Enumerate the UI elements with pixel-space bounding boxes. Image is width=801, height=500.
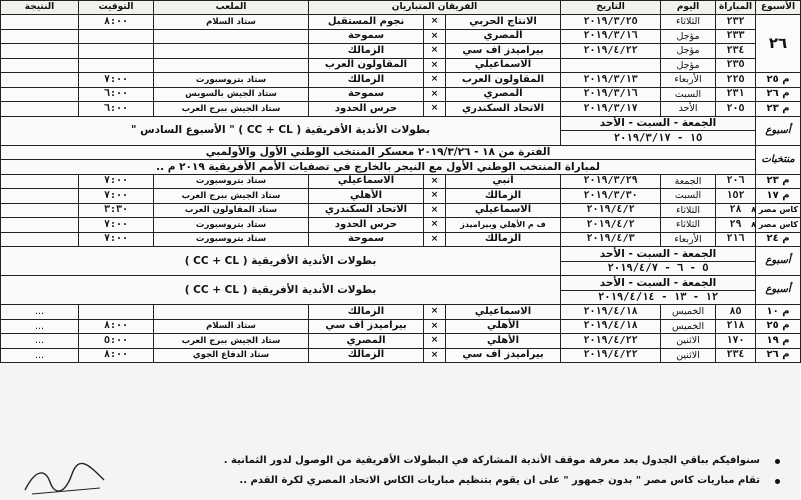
match-day: الاثنين (661, 348, 716, 363)
break-event: بطولات الأندية الأفريقية ( CC + CL ) (1, 276, 561, 305)
break-side-label: أسبوع (756, 116, 801, 145)
break-side-label: أسبوع (756, 247, 801, 276)
match-day: مؤجل (661, 58, 716, 73)
national-team-row (1, 160, 801, 175)
stadium: ستاد السلام (154, 319, 309, 334)
match-date: ٢٠١٩/٤/٢٢ (561, 334, 661, 349)
match-day: الخميس (661, 305, 716, 320)
kickoff-time: ٨:٠٠ (79, 319, 154, 334)
match-date: ٢٠١٩/٣/٢٥ (561, 15, 661, 30)
table-row (1, 102, 801, 117)
versus-mark: × (424, 174, 446, 189)
match-day: الاثنين (661, 334, 716, 349)
versus-mark: × (424, 305, 446, 320)
match-day: الأربعاء (661, 232, 716, 247)
table-row (1, 87, 801, 102)
versus-mark: × (424, 15, 446, 30)
national-team-line-2: لمباراة المنتخب الوطني الأول مع النيجر بالخارج في تصفيات الأمم الأفريقية ٢٠١٩ م .. (1, 160, 756, 175)
match-day: السبت (661, 189, 716, 204)
week-label: م ١٠ (756, 305, 801, 320)
result: ... (1, 334, 79, 349)
versus-mark: × (424, 29, 446, 44)
match-number: ٢١٨ (716, 319, 756, 334)
stadium (154, 44, 309, 59)
match-number: ١٥٢ (716, 189, 756, 204)
kickoff-time: ٧:٠٠ (79, 174, 154, 189)
home-team: المصري (446, 87, 561, 102)
break-side-label: منتخبات (756, 145, 801, 174)
match-number: ٢٣٣ (716, 29, 756, 44)
match-day: الجمعة (661, 174, 716, 189)
away-team: الزمالك (309, 44, 424, 59)
home-team: الأهلي (446, 334, 561, 349)
versus-mark: × (424, 203, 446, 218)
table-row (1, 348, 801, 363)
header-row (1, 1, 801, 15)
stadium: ستاد السلام (154, 15, 309, 30)
break-dates: ١٢ - ١٣ - ٢٠١٩/٤/١٤ (561, 290, 756, 305)
versus-mark: × (424, 232, 446, 247)
week-label: م ٢٣ (756, 102, 801, 117)
kickoff-time: ٧:٠٠ (79, 218, 154, 233)
match-date: ٢٠١٩/٤/٢ (561, 203, 661, 218)
kickoff-time (79, 44, 154, 59)
match-number: ٢٢٥ (716, 73, 756, 88)
bullet-icon (775, 459, 780, 464)
away-team: سموحة (309, 87, 424, 102)
versus-mark: × (424, 348, 446, 363)
result (1, 102, 79, 117)
match-date: ٢٠١٩/٣/١٣ (561, 73, 661, 88)
match-date: ٢٠١٩/٤/١٨ (561, 319, 661, 334)
match-day: السبت (661, 87, 716, 102)
kickoff-time: ٥:٠٠ (79, 334, 154, 349)
break-event: بطولات الأندية الأفريقية ( CC + CL ) " الأسبوع السادس " (1, 116, 561, 145)
versus-mark: × (424, 189, 446, 204)
stadium: ستاد بتروسبورت (154, 174, 309, 189)
home-team: الاسماعيلي (446, 305, 561, 320)
home-team: الاتحاد السكندري (446, 102, 561, 117)
match-day: مؤجل (661, 44, 716, 59)
match-number: ٢١٦ (716, 232, 756, 247)
away-team: المصري (309, 334, 424, 349)
match-date: ٢٠١٩/٤/٢ (561, 218, 661, 233)
week-label: م ٢٦ (756, 348, 801, 363)
away-team: سموحة (309, 232, 424, 247)
stadium: ستاد الجيش ببرج العرب (154, 334, 309, 349)
result (1, 73, 79, 88)
header-week: الأسبوع (756, 1, 801, 15)
result (1, 174, 79, 189)
table-row (1, 319, 801, 334)
away-team: المقاولون العرب (309, 58, 424, 73)
week-label: م ٢٤ (756, 232, 801, 247)
header-teams: الفريقان المتباريان (309, 1, 561, 15)
national-team-row (1, 145, 801, 160)
break-days: الجمعة - السبت - الأحد (561, 276, 756, 291)
stadium: ستاد بتروسبورت (154, 73, 309, 88)
match-day: الخميس (661, 319, 716, 334)
result (1, 15, 79, 30)
result: ... (1, 348, 79, 363)
home-team: الاسماعيلي (446, 203, 561, 218)
kickoff-time (79, 29, 154, 44)
week-label: م ١٧ (756, 189, 801, 204)
result (1, 189, 79, 204)
home-team: المصري (446, 29, 561, 44)
match-day: الأحد (661, 102, 716, 117)
away-team: سموحة (309, 29, 424, 44)
break-row (1, 276, 801, 291)
table-row (1, 189, 801, 204)
week-label: م ٢٦ (756, 87, 801, 102)
stadium: ستاد الجيش ببرج العرب (154, 189, 309, 204)
table-row (1, 58, 801, 73)
home-team: الاسماعيلي (446, 58, 561, 73)
break-dates: ٥ - ٦ - ٢٠١٩/٤/٧ (561, 261, 756, 276)
break-days: الجمعة - السبت - الأحد (561, 116, 756, 131)
home-team: الأهلي (446, 319, 561, 334)
versus-mark: × (424, 44, 446, 59)
match-date: ٢٠١٩/٤/٢٢ (561, 44, 661, 59)
break-dates: ١٥ - ٢٠١٩/٣/١٧ (561, 131, 756, 146)
match-date: ٢٠١٩/٤/٢٢ (561, 348, 661, 363)
kickoff-time: ٦:٠٠ (79, 102, 154, 117)
versus-mark: × (424, 218, 446, 233)
away-team: الاتحاد السكندري (309, 203, 424, 218)
stadium: ستاد بتروسبورت (154, 232, 309, 247)
away-team: الزمالك (309, 348, 424, 363)
match-day: الأربعاء (661, 73, 716, 88)
match-number: ٢٣٥ (716, 58, 756, 73)
kickoff-time: ٣:٣٠ (79, 203, 154, 218)
week-label: م ٢٥ (756, 73, 801, 88)
header-date: التاريخ (561, 1, 661, 15)
versus-mark: × (424, 73, 446, 88)
kickoff-time: ٧:٠٠ (79, 232, 154, 247)
stadium (154, 29, 309, 44)
home-team: المقاولون العرب (446, 73, 561, 88)
versus-mark: × (424, 334, 446, 349)
week-label: م ٢٣ (756, 174, 801, 189)
away-team: الاسماعيلي (309, 174, 424, 189)
home-team: بيراميدز اف سي (446, 348, 561, 363)
table-row (1, 305, 801, 320)
table-row (1, 15, 801, 30)
table-row (1, 334, 801, 349)
kickoff-time: ٧:٠٠ (79, 73, 154, 88)
versus-mark: × (424, 87, 446, 102)
match-day: الثلاثاء (661, 218, 716, 233)
home-team: ف م الأهلي وبيراميدز (446, 218, 561, 233)
match-date: ٢٠١٩/٣/٢٩ (561, 174, 661, 189)
away-team: بيراميدز اف سي (309, 319, 424, 334)
versus-mark: × (424, 319, 446, 334)
stadium (154, 58, 309, 73)
footer-note-2: تقام مباريات كاس مصر " بدون جمهور " على ان يقوم بتنظيم مباريات الكاس الاتحاد المصري لكرة القدم .. (239, 475, 760, 486)
away-team: حرس الحدود (309, 218, 424, 233)
table-row (1, 232, 801, 247)
match-day: الثلاثاء (661, 203, 716, 218)
match-number: ٢٣٢ (716, 15, 756, 30)
break-row (1, 116, 801, 131)
match-date: ٢٠١٩/٣/١٦ (561, 87, 661, 102)
match-number: ٨٥ (716, 305, 756, 320)
week-label: كاس مصر ٨ (756, 218, 801, 233)
national-team-line-1: الفترة من ١٨ - ٢٠١٩/٣/٢٦ معسكر المنتخب الوطني الأول والأولمبي (1, 145, 756, 160)
table-row (1, 203, 801, 218)
week-label: م ٢٥ (756, 319, 801, 334)
header-day: اليوم (661, 1, 716, 15)
table-row (1, 218, 801, 233)
header-match: المباراة (716, 1, 756, 15)
home-team: الانتاج الحربي (446, 15, 561, 30)
result (1, 203, 79, 218)
break-row (1, 247, 801, 262)
result (1, 232, 79, 247)
result (1, 218, 79, 233)
week-number: ٢٦ (756, 15, 801, 73)
match-date: ٢٠١٩/٣/٣٠ (561, 189, 661, 204)
signature (20, 460, 110, 498)
stadium (154, 305, 309, 320)
table-row (1, 44, 801, 59)
away-team: الأهلي (309, 189, 424, 204)
kickoff-time (79, 58, 154, 73)
match-number: ١٧٠ (716, 334, 756, 349)
match-number: ٢٣٤ (716, 44, 756, 59)
table-row (1, 174, 801, 189)
match-date: ٢٠١٩/٣/١٦ (561, 29, 661, 44)
table-row (1, 29, 801, 44)
kickoff-time (79, 305, 154, 320)
match-number: ٢٩ (716, 218, 756, 233)
match-date: ٢٠١٩/٤/١٨ (561, 305, 661, 320)
result (1, 87, 79, 102)
match-day: الثلاثاء (661, 15, 716, 30)
header-result: النتيجة (1, 1, 79, 15)
break-event: بطولات الأندية الأفريقية ( CC + CL ) (1, 247, 561, 276)
result (1, 58, 79, 73)
match-number: ٢٨ (716, 203, 756, 218)
home-team: الزمالك (446, 232, 561, 247)
week-label: م ١٩ (756, 334, 801, 349)
result (1, 29, 79, 44)
home-team: انبي (446, 174, 561, 189)
match-number: ٢٠٦ (716, 174, 756, 189)
result: ... (1, 305, 79, 320)
stadium: ستاد المقاولون العرب (154, 203, 309, 218)
away-team: الزمالك (309, 73, 424, 88)
home-team: بيراميدز اف سي (446, 44, 561, 59)
versus-mark: × (424, 102, 446, 117)
kickoff-time: ٨:٠٠ (79, 15, 154, 30)
versus-mark: × (424, 58, 446, 73)
match-number: ٢٠٥ (716, 102, 756, 117)
match-number: ٢٣١ (716, 87, 756, 102)
header-stadium: الملعب (154, 1, 309, 15)
bullet-icon (775, 479, 780, 484)
break-days: الجمعة - السبت - الأحد (561, 247, 756, 262)
stadium: ستاد الجيش بالسويس (154, 87, 309, 102)
kickoff-time: ٨:٠٠ (79, 348, 154, 363)
stadium: ستاد بتروسبورت (154, 218, 309, 233)
match-date: ٢٠١٩/٤/٣ (561, 232, 661, 247)
break-side-label: أسبوع (756, 276, 801, 305)
stadium: ستاد الدفاع الجوي (154, 348, 309, 363)
match-date: ٢٠١٩/٣/١٧ (561, 102, 661, 117)
kickoff-time: ٦:٠٠ (79, 87, 154, 102)
footer-notes (0, 452, 800, 500)
table-row (1, 73, 801, 88)
header-time: التوقيت (79, 1, 154, 15)
result (1, 44, 79, 59)
week-label: كاس مصر ٨ (756, 203, 801, 218)
match-day: مؤجل (661, 29, 716, 44)
away-team: الزمالك (309, 305, 424, 320)
away-team: نجوم المستقبل (309, 15, 424, 30)
away-team: حرس الحدود (309, 102, 424, 117)
kickoff-time: ٧:٠٠ (79, 189, 154, 204)
footer-note-1: سنوافيكم بباقي الجدول بعد معرفة موقف الأندية المشاركة في البطولات الأفريقية من الوصول لدور الثمانية . (223, 455, 760, 466)
home-team: الزمالك (446, 189, 561, 204)
match-date (561, 58, 661, 73)
match-number: ٢٣٤ (716, 348, 756, 363)
stadium: ستاد الجيش ببرج العرب (154, 102, 309, 117)
result: ... (1, 319, 79, 334)
